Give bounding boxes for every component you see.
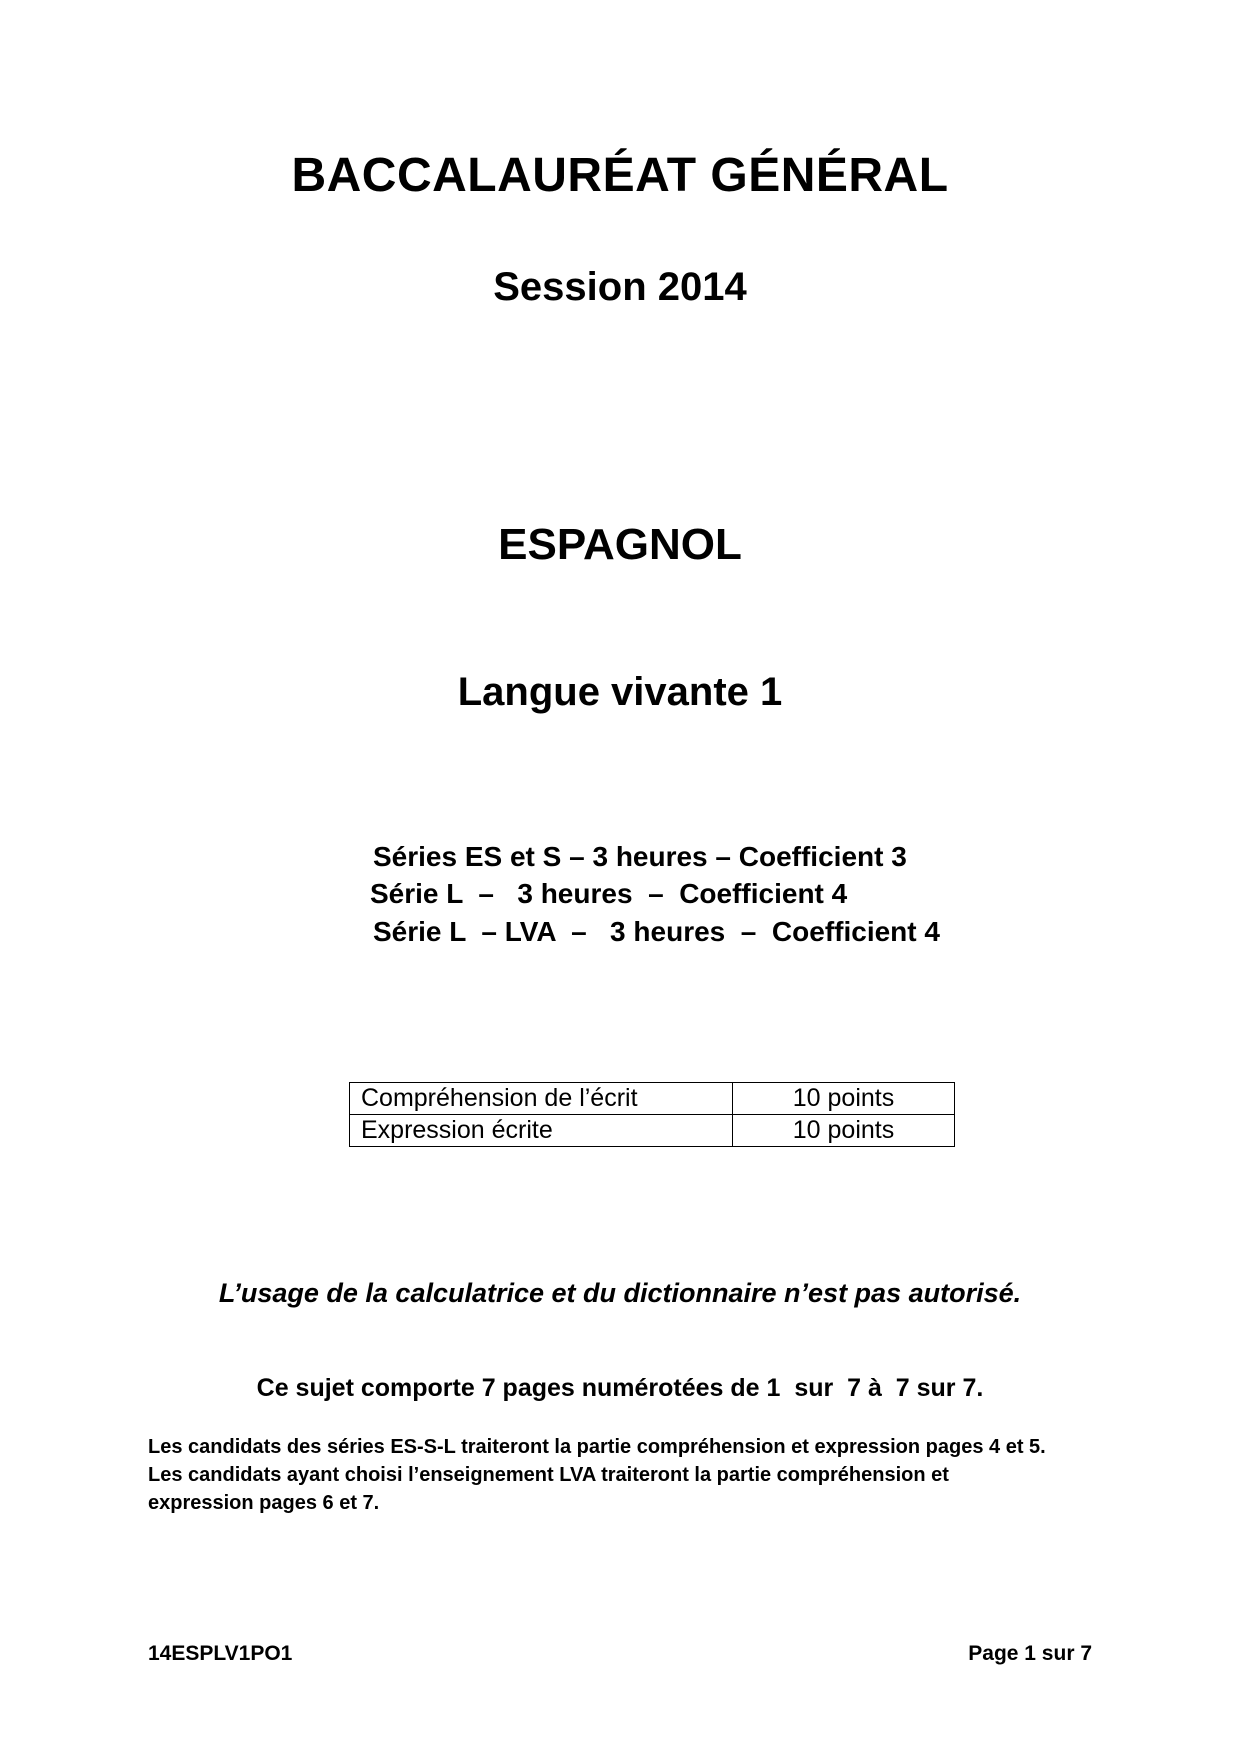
page-number: Page 1 sur 7 — [968, 1642, 1092, 1665]
table-cell-part: Expression écrite — [350, 1115, 733, 1147]
series-line: Série L – 3 heures – Coefficient 4 — [370, 878, 848, 909]
series-line: Séries ES et S – 3 heures – Coefficient 3 — [373, 841, 907, 872]
table-row — [350, 1115, 955, 1147]
table-cell-part: Compréhension de l’écrit — [350, 1083, 733, 1115]
page-count-notice: Ce sujet comporte 7 pages numérotées de 1 sur 7 à 7 sur 7. — [256, 1374, 984, 1402]
points-table — [349, 1082, 955, 1147]
table-cell-points: 10 points — [733, 1115, 955, 1147]
calculator-notice: L’usage de la calculatrice et du dictionnaire n’est pas autorisé. — [218, 1278, 1022, 1308]
language-level: Langue vivante 1 — [457, 670, 783, 714]
series-line: Série L – LVA – 3 heures – Coefficient 4 — [373, 916, 940, 947]
instruction-line: expression pages 6 et 7. — [148, 1492, 380, 1514]
instruction-line: Les candidats des séries ES-S-L traiteront la partie compréhension et expression pages 4 et 5. — [148, 1436, 1046, 1458]
exam-title: BACCALAURÉAT GÉNÉRAL — [291, 149, 949, 202]
document-code: 14ESPLV1PO1 — [148, 1642, 293, 1665]
table-cell-points: 10 points — [733, 1083, 955, 1115]
session-label: Session 2014 — [493, 265, 747, 309]
instruction-line: Les candidats ayant choisi l’enseignement LVA traiteront la partie compréhension et — [148, 1464, 949, 1486]
subject-title: ESPAGNOL — [498, 520, 742, 569]
table-row — [350, 1083, 955, 1115]
